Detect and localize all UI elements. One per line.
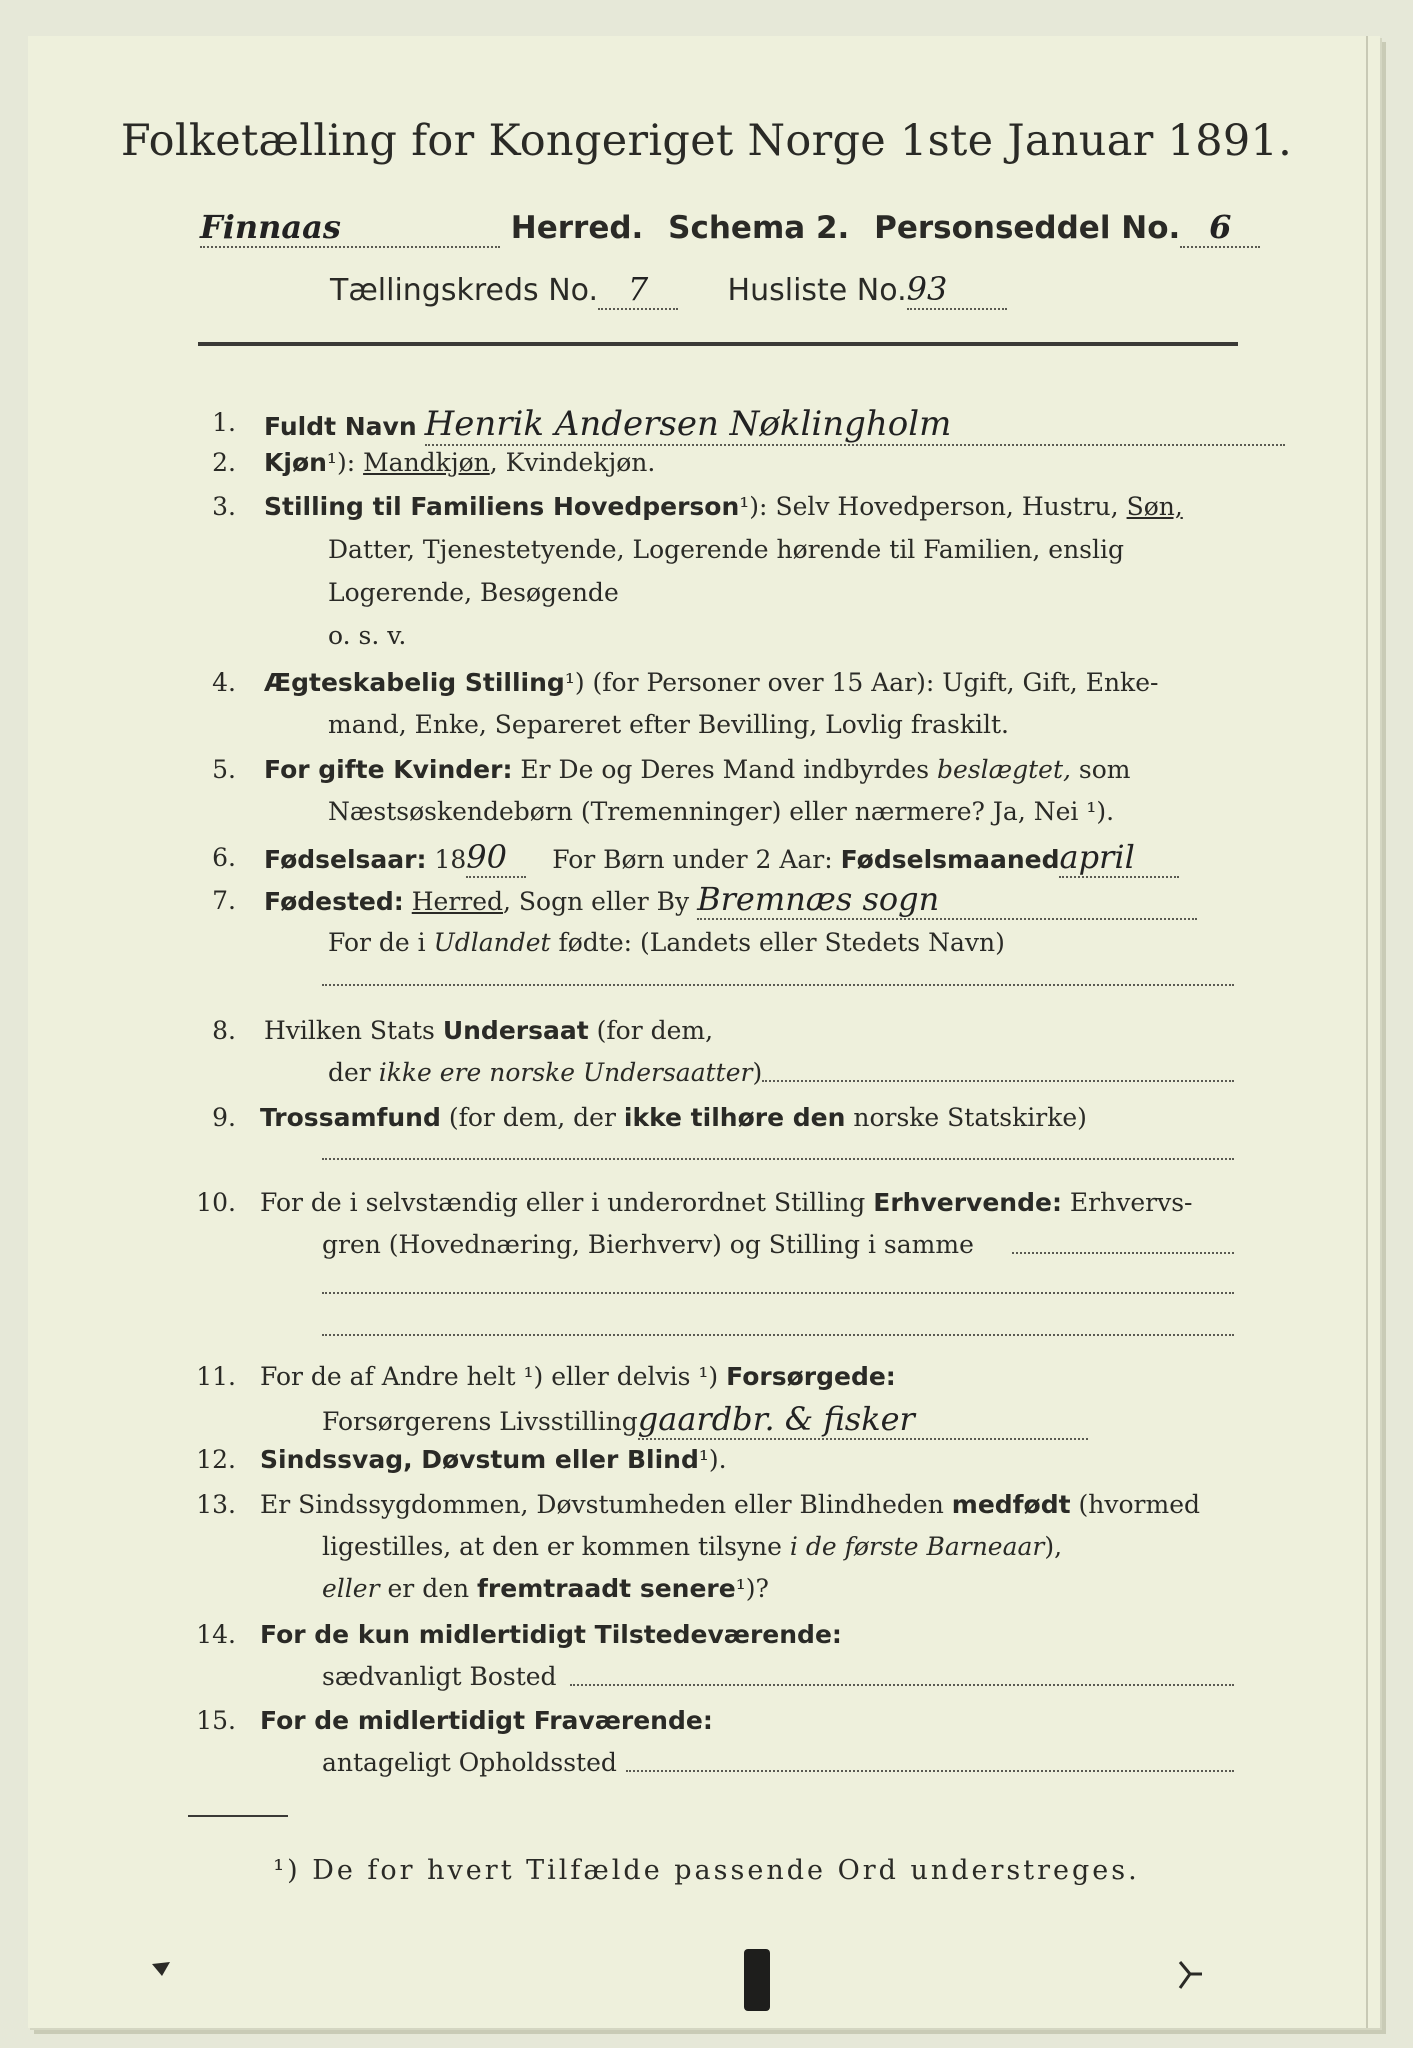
item-number: 7. — [212, 886, 236, 915]
husliste-label: Husliste No. — [727, 273, 907, 308]
question-text: (for dem, — [596, 1016, 714, 1045]
question-text-italic: eller — [322, 1574, 380, 1603]
occupation-label: Erhvervende: — [873, 1188, 1062, 1217]
item-number: 6. — [212, 843, 236, 872]
item-10-line-1 — [260, 1188, 1192, 1217]
congenital-label: medfødt — [951, 1490, 1071, 1519]
blank-fill-line — [570, 1684, 1234, 1686]
question-text-italic: i de første Barneaar — [789, 1532, 1045, 1561]
sex-options: , Kvindekjøn. — [489, 448, 656, 477]
footnote-ref: ¹)? — [735, 1574, 769, 1603]
supported-label: Forsørgede: — [726, 1362, 896, 1391]
item-number: 15. — [196, 1706, 236, 1735]
religion-label: Trossamfund — [260, 1103, 441, 1132]
footnote-ref: ¹). — [698, 1445, 727, 1474]
item-3-line-2: Datter, Tjenestetyende, Logerende hørende til Familien, enslig — [328, 535, 1125, 564]
item-4-line-2: mand, Enke, Separeret efter Bevilling, Lovlig fraskilt. — [328, 710, 1009, 739]
question-text: ligestilles, at den er kommen tilsyne — [322, 1532, 782, 1561]
item-3-line-3: Logerende, Besøgende — [328, 578, 619, 607]
personseddel-label: Personseddel No. — [874, 210, 1181, 246]
question-text: For de i selvstændig eller i underordnet Stilling — [260, 1188, 866, 1217]
herred-line — [200, 208, 1260, 248]
citizenship-label: Undersaat — [442, 1016, 589, 1045]
question-text: er den — [387, 1574, 470, 1603]
corner-mark — [1176, 1958, 1206, 1992]
blank-fill-line — [322, 1334, 1234, 1336]
item-11-line-1 — [260, 1362, 896, 1391]
birthplace-herred-underlined: Herred — [411, 887, 504, 916]
temporary-present-label: For de kun midlertidigt Tilstedeværende: — [260, 1620, 842, 1649]
item-number: 4. — [212, 668, 236, 697]
item-10-line-2: gren (Hovednæring, Bierhverv) og Stilling i samme — [322, 1230, 974, 1259]
blank-fill-line — [626, 1770, 1234, 1772]
item-8-line-1 — [264, 1016, 713, 1045]
question-text: Er Sindssygdommen, Døvstumheden eller Blindheden — [260, 1490, 944, 1519]
item-number: 1. — [212, 408, 236, 437]
item-number: 9. — [212, 1103, 236, 1132]
item-4-line-1 — [264, 668, 1158, 697]
question-text: fødte: (Landets eller Stedets Navn) — [558, 928, 1005, 957]
footnote-ref: ¹): — [739, 492, 768, 521]
married-women-label: For gifte Kvinder: — [264, 755, 513, 784]
question-text: der — [328, 1058, 371, 1087]
item-1 — [264, 404, 1285, 446]
question-text: For de af Andre helt ¹) eller delvis ¹) — [260, 1362, 719, 1391]
birth-month-handwritten: april — [1059, 838, 1179, 878]
birth-month-label: Fødselsmaaned — [840, 845, 1060, 874]
binding-hole-mark — [738, 1945, 778, 2017]
blank-fill-line — [762, 1080, 1234, 1082]
corner-mark — [150, 1960, 174, 1980]
item-number: 13. — [196, 1490, 236, 1519]
family-position-son-underlined: Søn, — [1126, 492, 1183, 521]
header-rule — [198, 342, 1238, 346]
sex-label: Kjøn — [264, 448, 327, 477]
family-position-label: Stilling til Familiens Hovedperson — [264, 492, 740, 521]
birth-year-prefix: 18 — [434, 845, 467, 874]
question-text: (for dem, der — [448, 1103, 616, 1132]
family-position-options: Selv Hovedperson, Hustru, — [775, 492, 1119, 521]
item-15-line-2: antageligt Opholdssted — [322, 1748, 617, 1777]
question-text: For Børn under 2 Aar: — [552, 845, 833, 874]
question-text: Er De og Deres Mand indbyrdes — [520, 755, 930, 784]
item-2 — [264, 448, 655, 477]
item-12 — [260, 1445, 727, 1474]
birthplace-handwritten: Bremnæs sogn — [697, 880, 1197, 920]
birthplace-options: , Sogn eller By — [503, 887, 690, 916]
footnote-ref: ¹): — [326, 448, 356, 477]
blank-fill-line — [322, 984, 1234, 986]
personseddel-number: 6 — [1180, 208, 1260, 248]
item-13-line-3 — [322, 1574, 769, 1603]
item-5-line-2: Næstsøskendebørn (Tremenninger) eller nærmere? Ja, Nei ¹). — [328, 797, 1115, 826]
item-6 — [264, 838, 1179, 878]
kreds-line — [330, 270, 1007, 310]
question-text: Erhvervs- — [1069, 1188, 1193, 1217]
question-text-italic: Udlandet — [433, 928, 551, 957]
footnote-rule — [188, 1815, 288, 1817]
item-7-line-1 — [264, 880, 1197, 920]
item-9 — [260, 1103, 1087, 1132]
blank-fill-line — [322, 1158, 1234, 1160]
herred-label: Herred. — [510, 210, 644, 246]
item-15-line-1 — [260, 1706, 713, 1735]
question-text-italic: beslægtet, — [937, 755, 1071, 784]
husliste-number: 93 — [907, 270, 1007, 310]
item-5-line-1 — [264, 755, 1131, 784]
item-11-line-2 — [322, 1400, 1088, 1440]
question-text: som — [1078, 755, 1131, 784]
question-text-italic: ikke ere norske Undersaatter — [378, 1058, 753, 1087]
form-title: Folketælling for Kongeriget Norge 1ste Januar 1891. — [120, 116, 1293, 166]
kreds-label: Tællingskreds No. — [330, 273, 598, 308]
item-number: 3. — [212, 492, 236, 521]
item-number: 12. — [196, 1445, 236, 1474]
item-number: 5. — [212, 755, 236, 784]
later-onset-label: fremtraadt senere — [477, 1574, 736, 1603]
herred-handwritten: Finnaas — [200, 208, 500, 248]
full-name-label: Fuldt Navn — [264, 412, 417, 441]
question-text: norske Statskirke) — [853, 1103, 1087, 1132]
item-14-line-1 — [260, 1620, 842, 1649]
item-14-line-2: sædvanligt Bosted — [322, 1662, 557, 1691]
item-13-line-1 — [260, 1490, 1200, 1519]
item-3-line-4: o. s. v. — [328, 621, 407, 650]
blank-fill-line — [1012, 1252, 1234, 1254]
footnote: ¹) De for hvert Tilfælde passende Ord understreges. — [273, 1855, 1140, 1886]
question-text: (hvormed — [1078, 1490, 1201, 1519]
birth-year-label: Fødselsaar: — [264, 845, 427, 874]
provider-occupation-label: Forsørgerens Livsstilling — [322, 1407, 638, 1436]
item-7-line-2 — [328, 928, 1005, 957]
item-number: 14. — [196, 1620, 236, 1649]
item-3-line-1 — [264, 492, 1183, 521]
kreds-number: 7 — [598, 270, 678, 310]
schema-label: Schema 2. — [668, 210, 850, 246]
item-13-line-2 — [322, 1532, 1062, 1561]
item-number: 10. — [196, 1188, 236, 1217]
item-number: 11. — [196, 1362, 236, 1391]
item-number: 8. — [212, 1016, 236, 1045]
birthplace-label: Fødested: — [264, 887, 404, 916]
disability-label: Sindssvag, Døvstum eller Blind — [260, 1445, 699, 1474]
sex-option-male-underlined: Mandkjøn — [363, 448, 490, 477]
item-number: 2. — [212, 448, 236, 477]
question-text: Hvilken Stats — [264, 1016, 435, 1045]
sheet-edge — [1366, 36, 1368, 2028]
blank-fill-line — [322, 1292, 1234, 1294]
question-text: For de i — [328, 928, 426, 957]
full-name-handwritten: Henrik Andersen Nøklingholm — [425, 404, 1285, 446]
question-text: ), — [1044, 1532, 1063, 1561]
temporary-absent-label: For de midlertidigt Fraværende: — [260, 1706, 713, 1735]
birth-year-handwritten: 90 — [466, 838, 526, 878]
marital-status-label: Ægteskabelig Stilling — [264, 668, 565, 697]
question-text-bold: ikke tilhøre den — [623, 1103, 846, 1132]
provider-occupation-handwritten: gaardbr. & fisker — [638, 1400, 1088, 1440]
item-8-line-2: der ikke ere norske Undersaatter) — [328, 1058, 763, 1087]
marital-status-options: ¹) (for Personer over 15 Aar): Ugift, Gift, Enke- — [564, 668, 1159, 697]
